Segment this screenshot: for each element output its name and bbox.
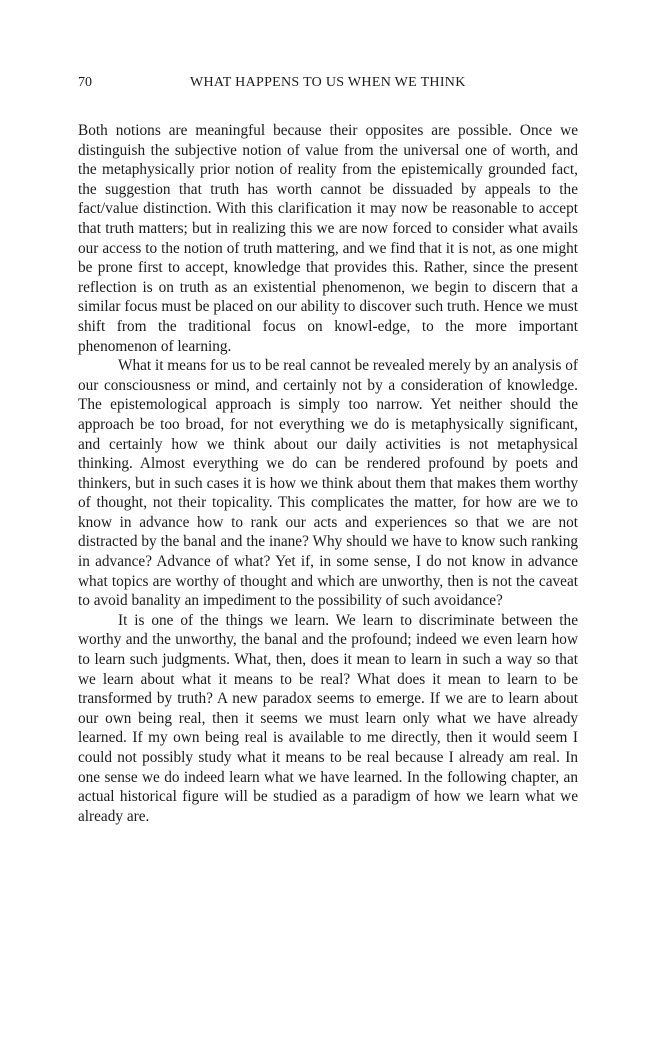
body-text	[78, 121, 578, 826]
running-head	[78, 73, 578, 93]
page-number: 70	[78, 75, 92, 90]
running-title: WHAT HAPPENS TO US WHEN WE THINK	[190, 75, 466, 90]
paragraph: It is one of the things we learn. We learn to discriminate between the worthy and the unworthy, the banal and the profound; indeed we even learn how to learn such judgments. What, then, does it mean to learn in such a way so that we learn about what it means to be real? What does it mean to learn to be transformed by truth? A new paradox seems to emerge. If we are to learn about our own being real, then it seems we must learn only what we have already learned. If my own being real is available to me directly, then it would seem I could not possibly study what it means to be real because I already am real. In one sense we do indeed learn what we have learned. In the following chapter, an actual historical figure will be studied as a paradigm of how we learn what we already are.	[78, 611, 578, 825]
paragraph: What it means for us to be real cannot be revealed merely by an analysis of our consciousness or mind, and certainly not by a consideration of knowledge. The epistemological approach is simply too narrow. Yet neither should the approach be too broad, for not everything we do is metaphysically significant, and certainly how we think about our daily activities is not metaphysical thinking. Almost everything we do can be rendered profound by poets and thinkers, but in such cases it is how we think about them that makes them worthy of thought, not their topicality. This complicates the matter, for how are we to know in advance how to rank our acts and experiences so that we are not distracted by the banal and the inane? Why should we have to know such ranking in advance? Advance of what? Yet if, in some sense, I do not know in advance what topics are worthy of thought and which are unworthy, then is not the caveat to avoid banality an impediment to the possibility of such avoidance?	[78, 357, 579, 610]
paragraph: Both notions are meaningful because their opposites are possible. Once we distinguish the subjective notion of value from the universal one of worth, and the metaphysically prior notion of reality from the epistemically grounded fact, the suggestion that truth has worth cannot be dissuaded by appeals to the fact/value distinction. With this clarification it may now be reasonable to accept that truth matters; but in realizing this we are now forced to consider what avails our access to the notion of truth mattering, and we find that it is not, as one might be prone first to accept, knowledge that provides this. Rather, since the present reflection is on truth as an existential phenomenon, we begin to discern that a similar focus must be placed on our ability to discover such truth. Hence we must shift from the traditional focus on knowl-edge, to the more important phenomenon of learning.	[78, 122, 578, 355]
